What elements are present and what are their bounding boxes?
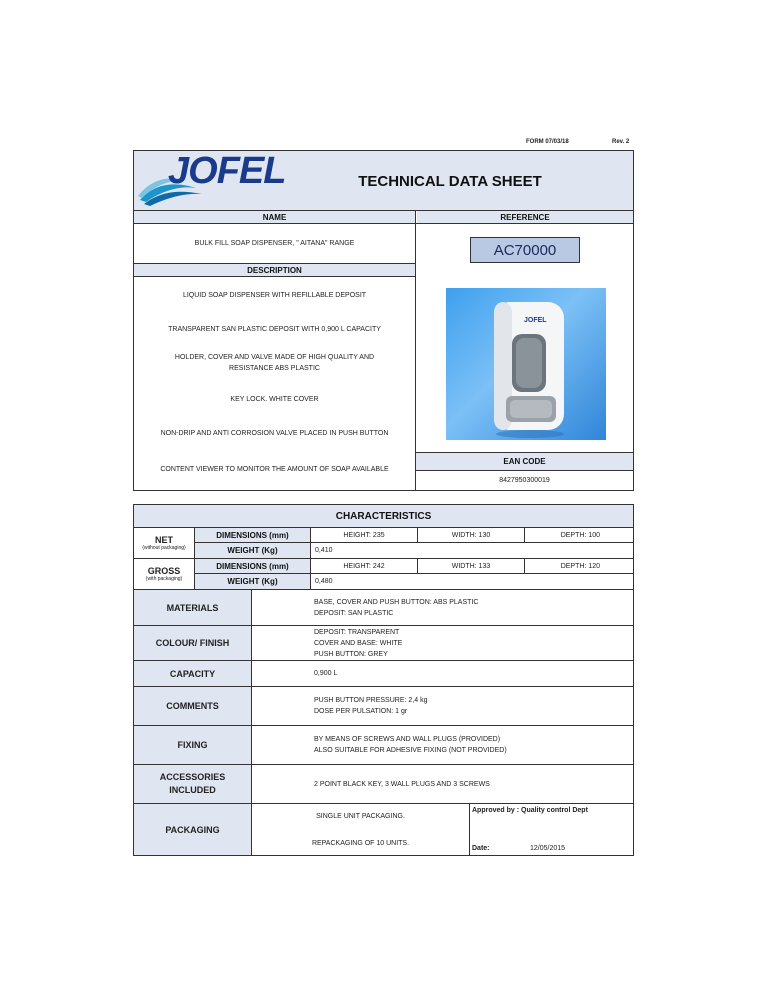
net-weight-label: WEIGHT (Kg) — [195, 543, 310, 558]
accessories-label — [134, 765, 251, 803]
materials-values — [252, 590, 633, 625]
gross-weight: 0,480 — [315, 578, 333, 585]
materials-line: BASE, COVER AND PUSH BUTTON: ABS PLASTIC — [314, 598, 479, 606]
gross-sub: (with packaging) — [145, 576, 183, 582]
net-width: WIDTH: 130 — [451, 531, 491, 539]
net-sub: (without packaging) — [142, 545, 186, 551]
net-height: HEIGHT: 235 — [343, 531, 385, 539]
colour-values — [252, 626, 633, 660]
colour-line: COVER AND BASE: WHITE — [314, 639, 403, 647]
ean-code: 8427950300019 — [499, 477, 550, 484]
gross-label: GROSS — [147, 566, 181, 576]
net-label-cell — [134, 528, 194, 558]
product-name: BULK FILL SOAP DISPENSER, " AITANA" RANGE — [194, 239, 355, 247]
gross-label-cell — [134, 559, 194, 589]
colour-label: COLOUR/ FINISH — [134, 626, 251, 660]
accessories-value: 2 POINT BLACK KEY, 3 WALL PLUGS AND 3 SCREWS — [314, 780, 490, 788]
packaging-label: PACKAGING — [134, 804, 251, 855]
description-line: KEY LOCK. WHITE COVER — [230, 396, 319, 403]
fixing-label: FIXING — [134, 726, 251, 764]
page-title: TECHNICAL DATA SHEET — [358, 172, 542, 190]
description-line: RESISTANCE ABS PLASTIC — [229, 365, 320, 372]
fixing-values — [252, 726, 633, 764]
net-dimensions-label: DIMENSIONS (mm) — [195, 528, 310, 542]
colour-line: PUSH BUTTON: GREY — [314, 650, 388, 658]
comments-line: DOSE PER PULSATION: 1 gr — [314, 708, 408, 715]
gross-width: WIDTH: 133 — [451, 562, 491, 570]
comments-line: PUSH BUTTON PRESSURE: 2,4 kg — [314, 697, 428, 704]
accessories-label-line: INCLUDED — [169, 785, 216, 795]
gross-depth: DEPTH: 120 — [560, 562, 600, 570]
capacity-value: 0,900 L — [314, 670, 338, 677]
description-line: CONTENT VIEWER TO MONITOR THE AMOUNT OF SOAP AVAILABLE — [160, 466, 389, 473]
characteristics-header: CHARACTERISTICS — [134, 505, 633, 527]
comments-label: COMMENTS — [134, 687, 251, 725]
description-line: LIQUID SOAP DISPENSER WITH REFILLABLE DEPOSIT — [182, 292, 367, 299]
materials-label: MATERIALS — [134, 590, 251, 625]
comments-values — [252, 687, 633, 725]
reference-header: REFERENCE — [417, 211, 633, 223]
colour-line: DEPOSIT: TRANSPARENT — [314, 628, 400, 636]
form-code: FORM 07/03/18 — [526, 139, 569, 145]
name-header: NAME — [134, 211, 415, 223]
description-line: TRANSPARENT SAN PLASTIC DEPOSIT WITH 0,900 L CAPACITY — [168, 326, 381, 333]
revision: Rev. 2 — [612, 139, 630, 145]
packaging-line: SINGLE UNIT PACKAGING. — [316, 812, 405, 820]
net-label: NET — [155, 535, 173, 545]
description-line: NON-DRIP AND ANTI CORROSION VALVE PLACED IN PUSH BUTTON — [160, 430, 389, 437]
description-header: DESCRIPTION — [134, 264, 415, 276]
reference-code: AC70000 — [470, 237, 580, 263]
capacity-values — [252, 661, 633, 686]
product-image — [446, 288, 606, 440]
packaging-line: REPACKAGING OF 10 UNITS. — [311, 839, 410, 847]
net-depth: DEPTH: 100 — [560, 531, 600, 539]
description-line: HOLDER, COVER AND VALVE MADE OF HIGH QUALITY AND — [174, 354, 375, 361]
ean-header: EAN CODE — [416, 453, 633, 470]
approved-by: Approved by : Quality control Dept — [472, 807, 588, 814]
gross-height: HEIGHT: 242 — [343, 562, 385, 570]
gross-dimensions-label: DIMENSIONS (mm) — [195, 559, 310, 573]
net-weight: 0,410 — [315, 547, 333, 554]
soap-dispenser-icon — [446, 288, 606, 440]
jofel-logo — [136, 150, 286, 208]
date-value: 12/05/2015 — [530, 845, 566, 852]
fixing-line: BY MEANS OF SCREWS AND WALL PLUGS (PROVIDED) — [314, 736, 501, 743]
capacity-label: CAPACITY — [134, 661, 251, 686]
date-label: Date: — [472, 845, 490, 852]
accessories-values — [252, 765, 633, 803]
fixing-line: ALSO SUITABLE FOR ADHESIVE FIXING (NOT PROVIDED) — [314, 747, 507, 754]
materials-line: DEPOSIT: SAN PLASTIC — [314, 609, 394, 617]
accessories-label-line: ACCESSORIES — [159, 772, 226, 782]
svg-text:JOFEL: JOFEL — [524, 317, 547, 324]
logo-text: JOFEL — [168, 150, 286, 192]
gross-weight-label: WEIGHT (Kg) — [195, 574, 310, 589]
